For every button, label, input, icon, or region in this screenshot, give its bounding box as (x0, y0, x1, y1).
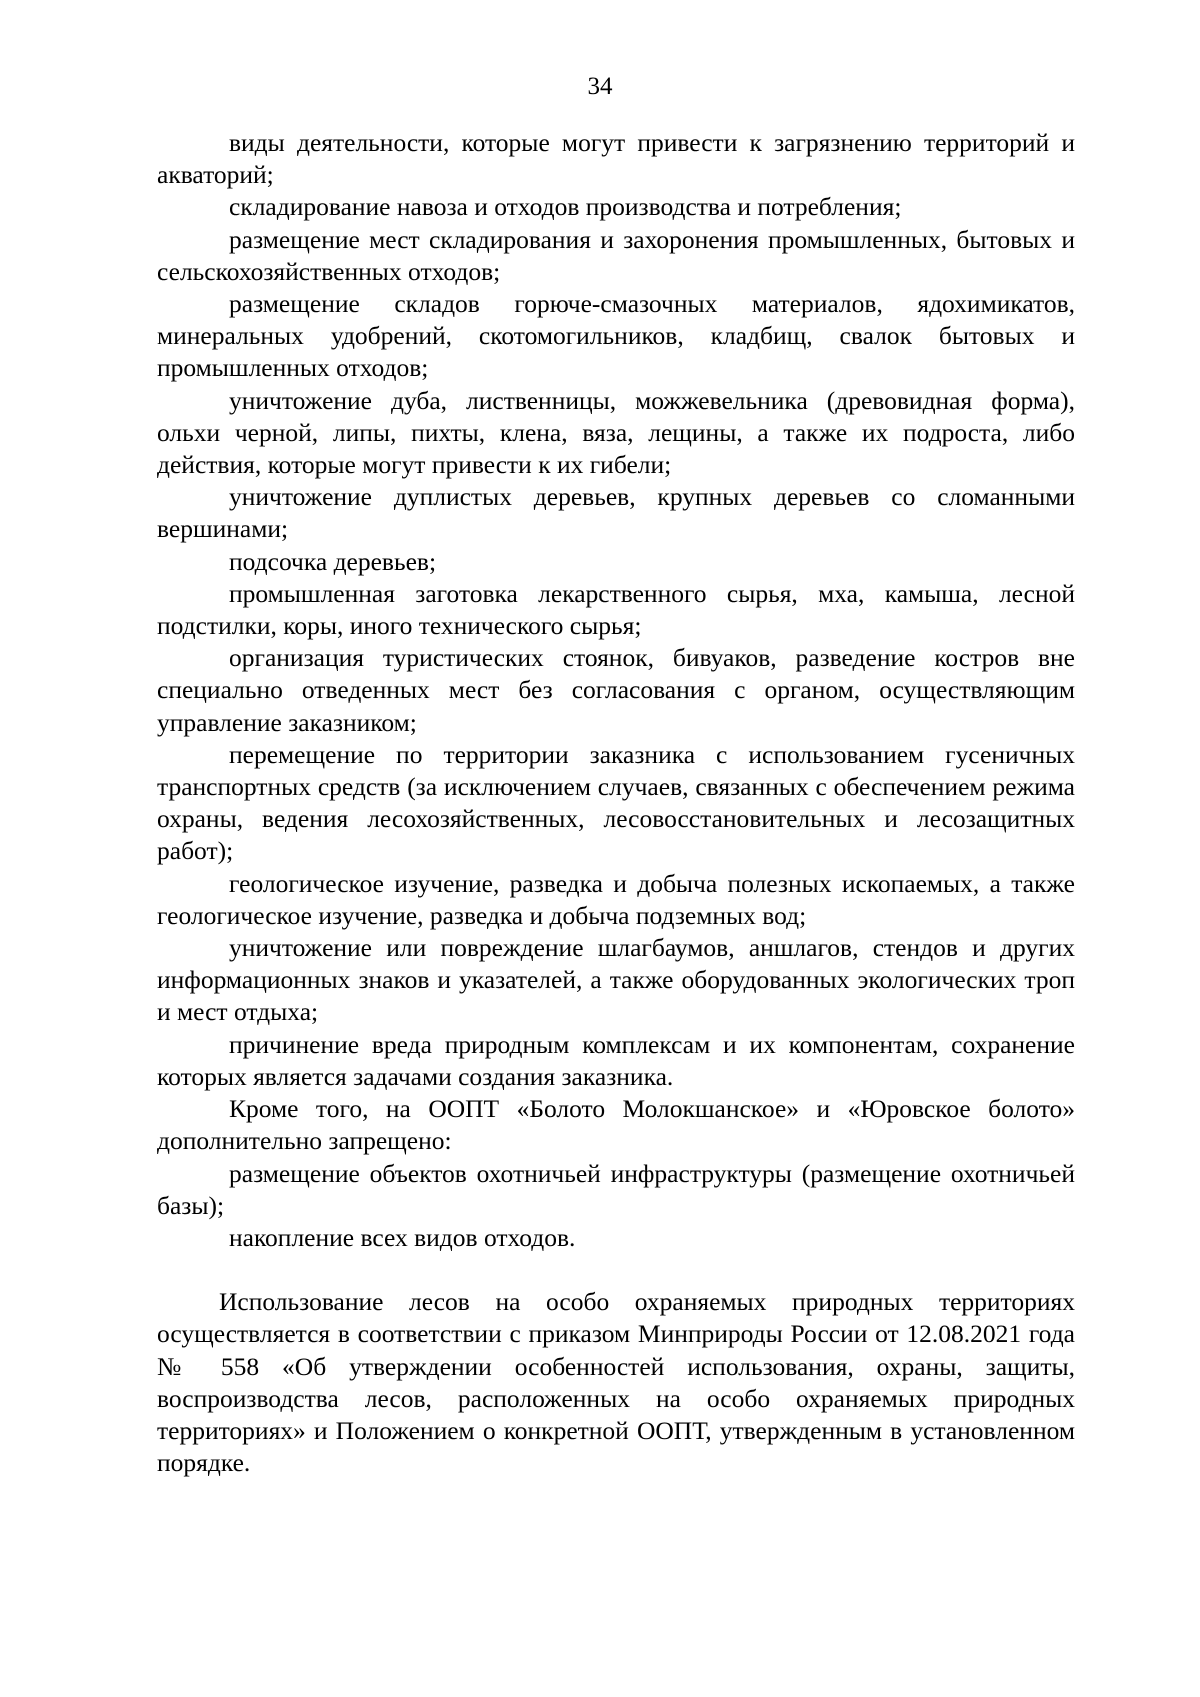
paragraph-hunting-infrastructure: размещение объектов охотничьей инфраструктуры (размещение охотничьей базы); (157, 1158, 1075, 1220)
paragraph-tracked-vehicles: перемещение по территории заказника с использованием гусеничных транспортных средств (за исключением случаев, связанных с обеспечением режима охраны, ведения лесохозяйственных, лесовосстановительных и лесозащитных работ); (157, 739, 1075, 866)
paragraph-additional-prohibitions: Кроме того, на ООПТ «Болото Молокшанское» и «Юровское болото» дополнительно запрещено: (157, 1094, 1075, 1156)
paragraph-waste-burial: размещение мест складирования и захоронения промышленных, бытовых и сельскохозяйственных отходов; (157, 224, 1075, 286)
paragraph-waste-accumulation: накопление всех видов отходов. (229, 1222, 576, 1252)
paragraph-geological-survey: геологическое изучение, разведка и добыча полезных ископаемых, а также геологическое изучение, разведка и добыча подземных вод; (157, 868, 1075, 930)
paragraph-forest-use: Использование лесов на особо охраняемых природных территориях осуществляется в соответствии с приказом Минприроды России от 12.08.2021 года № 558 «Об утверждении особенностей использования, охраны, защиты, воспроизводства лесов, расположенных на особо охраняемых природных территориях» и Положением о конкретной ООПТ, утвержденным в установленном порядке. (157, 1287, 1075, 1478)
paragraph-harm-complexes: причинение вреда природным комплексам и их компонентам, сохранение которых является задачами создания заказника. (157, 1029, 1075, 1091)
paragraph-fuel-warehouses: размещение складов горюче-смазочных материалов, ядохимикатов, минеральных удобрений, скотомогильников, кладбищ, свалок бытовых и промышленных отходов; (157, 289, 1075, 383)
paragraph-raw-materials: промышленная заготовка лекарственного сырья, мха, камыша, лесной подстилки, коры, иного технического сырья; (157, 578, 1075, 641)
paragraph-pollution-activities: виды деятельности, которые могут привести к загрязнению территорий и акваторий; (157, 128, 1075, 190)
paragraph-tourist-camps: организация туристических стоянок, бивуаков, разведение костров вне специально отведенных мест без согласования с органом, осуществляющим управление заказником; (157, 643, 1075, 737)
page-number: 34 (587, 73, 613, 100)
paragraph-manure-storage: складирование навоза и отходов производства и потребления; (229, 192, 902, 222)
paragraph-tree-tapping: подсочка деревьев; (229, 546, 437, 576)
document-body (157, 127, 1075, 1479)
paragraph-tree-destruction: уничтожение дуба, лиственницы, можжевельника (древовидная форма), ольхи черной, липы, пихты, клена, вяза, лещины, а также их подроста, либо действия, которые могут привести к их гибели; (157, 385, 1075, 480)
paragraph-hollow-trees: уничтожение дуплистых деревьев, крупных деревьев со сломанными вершинами; (157, 482, 1075, 544)
paragraph-signs-damage: уничтожение или повреждение шлагбаумов, аншлагов, стендов и других информационных знаков и указателей, а также оборудованных экологических троп и мест отдыха; (157, 933, 1075, 1027)
